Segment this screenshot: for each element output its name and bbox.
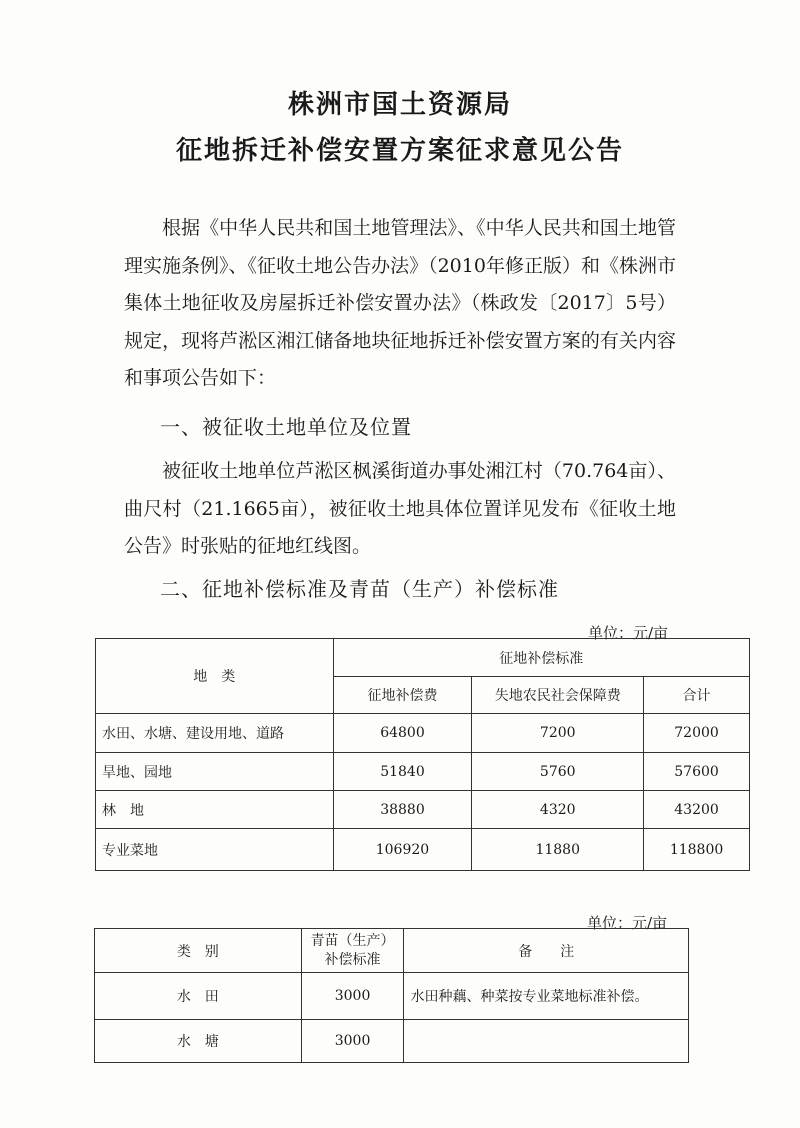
table-row <box>95 973 689 1020</box>
header-total: 合计 <box>644 677 750 714</box>
cell-land-type: 林 地 <box>96 791 334 829</box>
doc-title-line2: 征地拆迁补偿安置方案征求意见公告 <box>175 136 624 166</box>
cell-kind: 水 田 <box>95 973 302 1020</box>
table-row <box>96 829 750 871</box>
header-note: 备 注 <box>404 929 689 973</box>
header-compensation-standard: 征地补偿标准 <box>333 639 749 677</box>
header-land-type: 地 类 <box>96 639 334 714</box>
table2-unit: 单位：元/亩 <box>587 914 668 932</box>
table-row <box>96 714 750 753</box>
crop-compensation-table <box>94 928 689 1063</box>
cell-comp: 106920 <box>333 829 472 871</box>
cell-note: 水田种藕、种菜按专业菜地标准补偿。 <box>404 973 689 1020</box>
cell-social: 4320 <box>472 791 644 829</box>
section2-heading: 二、征地补偿标准及青苗（生产）补偿标准 <box>160 577 559 601</box>
section1-body: 被征收土地单位芦淞区枫溪街道办事处湘江村（70.764亩）、曲尺村（21.1665亩），被征收土地具体位置详见发布《征收土地公告》时张贴的征地红线图。 <box>124 460 676 557</box>
cell-land-type: 水田、水塘、建设用地、道路 <box>96 714 334 753</box>
cell-total: 57600 <box>644 753 750 791</box>
section1-heading: 一、被征收土地单位及位置 <box>160 415 412 439</box>
header-social-security: 失地农民社会保障费 <box>472 677 644 714</box>
header-kind: 类 别 <box>95 929 302 973</box>
cell-social: 5760 <box>472 753 644 791</box>
cell-social: 7200 <box>472 714 644 753</box>
cell-note <box>404 1020 689 1063</box>
cell-social: 11880 <box>472 829 644 871</box>
cell-standard: 3000 <box>301 973 404 1020</box>
header-crop-standard-line1: 青苗（生产） <box>310 932 395 949</box>
table-row <box>96 791 750 829</box>
header-crop-standard-line2: 补偿标准 <box>324 951 381 968</box>
cell-kind: 水 塘 <box>95 1020 302 1063</box>
cell-comp: 51840 <box>333 753 472 791</box>
cell-standard: 3000 <box>301 1020 404 1063</box>
table-row <box>95 1020 689 1063</box>
cell-land-type: 旱地、园地 <box>96 753 334 791</box>
cell-total: 118800 <box>644 829 750 871</box>
cell-comp: 64800 <box>333 714 472 753</box>
intro-paragraph: 根据《中华人民共和国土地管理法》、《中华人民共和国土地管理实施条例》、《征收土地公告办法》（2010年修正版）和《株洲市集体土地征收及房屋拆迁补偿安置办法》（株政发〔2017〕5号）规定，现将芦淞区湘江储备地块征地拆迁补偿安置方案的有关内容和事项公告如下： <box>124 217 676 389</box>
cell-total: 72000 <box>644 714 750 753</box>
cell-total: 43200 <box>644 791 750 829</box>
cell-comp: 38880 <box>333 791 472 829</box>
header-comp-fee: 征地补偿费 <box>333 677 472 714</box>
table1-unit: 单位：元/亩 <box>588 624 669 642</box>
header-crop-standard <box>301 929 404 973</box>
cell-land-type: 专业菜地 <box>96 829 334 871</box>
doc-title-line1: 株洲市国土资源局 <box>287 90 512 120</box>
compensation-table <box>95 638 750 871</box>
table-row <box>96 753 750 791</box>
